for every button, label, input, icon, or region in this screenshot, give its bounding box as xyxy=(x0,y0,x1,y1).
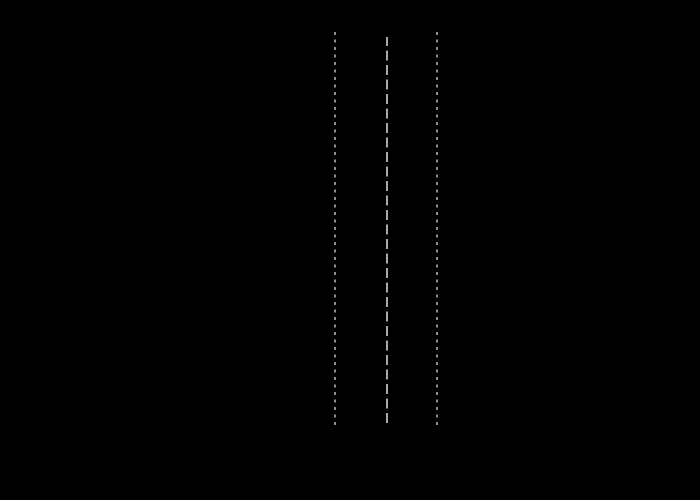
vline-dashed-center xyxy=(386,37,388,423)
vline-dotted-right xyxy=(436,31,438,425)
vline-dotted-left xyxy=(334,31,336,425)
